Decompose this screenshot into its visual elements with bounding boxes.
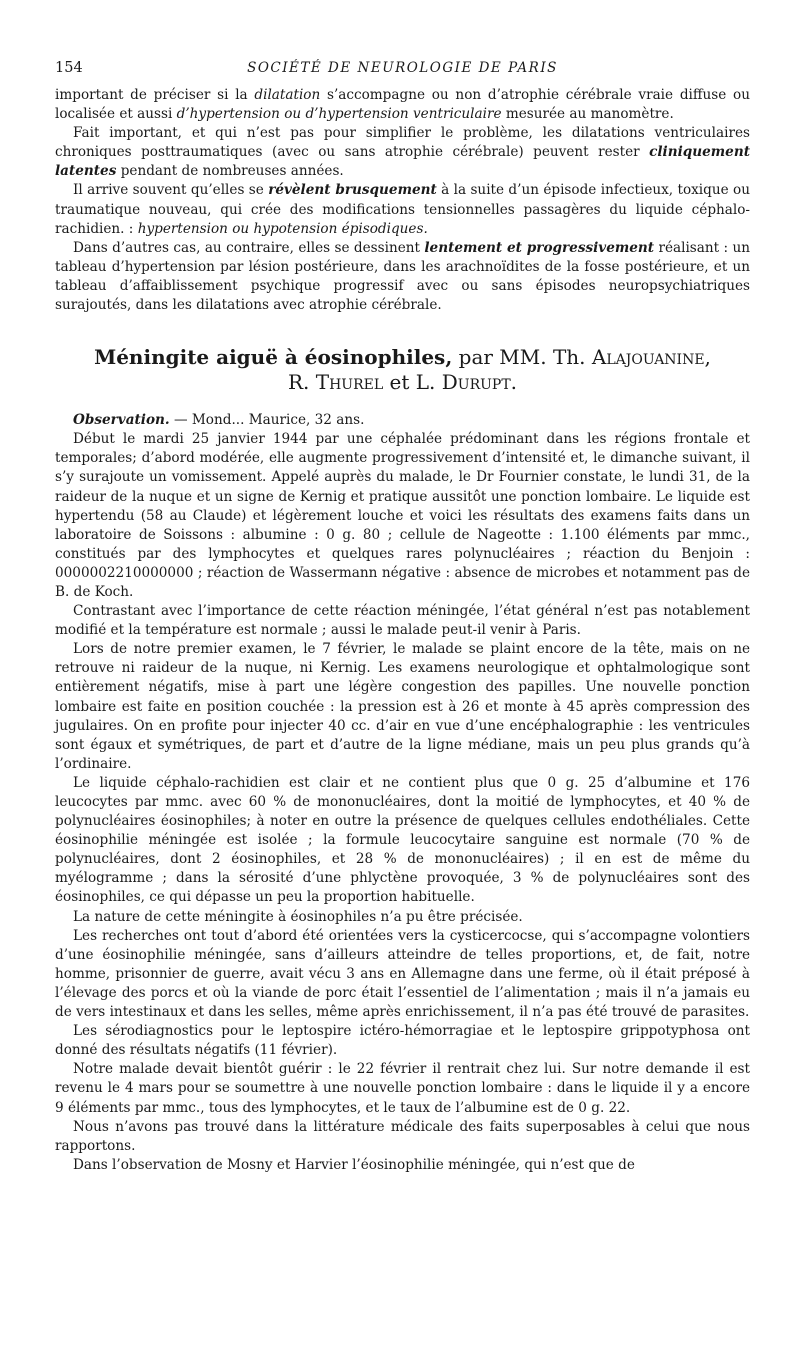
article-title: [55, 345, 750, 395]
page-number: 154: [55, 60, 83, 76]
paragraph: Lors de notre premier examen, le 7 février, le malade se plaint encore de la tête, mais on ne retrouve ni raideur de la nuque, ni Kernig. Les examens neurologique et ophtalmologique sont entièrement négatifs, mise à part une légère congestion des papilles. Une nouvelle ponction lombaire est faite en position couchée : la pression est à 26 et monte à 45 après compression des jugulaires. On en profite pour injecter 40 cc. d’air en vue d’une encéphalographie : les ventricules sont égaux et symétriques, de part et d’autre de la ligne médiane, mais un peu plus grands qu’à l’ordinaire.: [55, 641, 750, 772]
paragraph: Les sérodiagnostics pour le leptospire ictéro-hémorragiae et le leptospire grippotyphosa ont donné des résultats négatifs (11 février).: [55, 1023, 750, 1059]
paragraph: Dans d’autres cas, au contraire, elles se dessinent lentement et progressivement réalisant : un tableau d’hypertension par lésion postérieure, dans les arachnoïdites de la fosse postérieure, et un tableau d’affaiblissement psychique progressif avec ou sans épisodes neuropsychiatriques surajoutés, dans les dilatations avec atrophie cérébrale.: [55, 239, 750, 314]
paragraph: Observation. — Mond... Maurice, 32 ans.: [73, 412, 365, 429]
observation-label: Observation.: [73, 412, 170, 429]
paragraph: Nous n’avons pas trouvé dans la littérature médicale des faits superposables à celui que nous rapportons.: [55, 1118, 750, 1154]
paragraph: Contrastant avec l’importance de cette réaction méningée, l’état général n’est pas notablement modifié et la température est normale ; aussi le malade peut-il venir à Paris.: [55, 603, 750, 639]
paragraph: La nature de cette méningite à éosinophiles n’a pu être précisée.: [73, 908, 523, 925]
paragraph: Le liquide céphalo-rachidien est clair et ne contient plus que 0 g. 25 d’albumine et 176 leucocytes par mmc. avec 60 % de mononucléaires, dont la moitié de lymphocytes, et 40 % de polynucléaires éosinophiles; à noter en outre la présence de quelques cellules endothéliales. Cette éosinophilie méningée est isolée ; la formule leucocytaire sanguine est normale (70 % de polynucléaires, dont 2 éosinophiles, et 28 % de mononucléaires) ; il en est de même du myélogramme ; dans la sérosité d’une phlyctène provoquée, 3 % de polynucléaires sont des éosinophiles, ce qui dépasse un peu la proportion habituelle.: [55, 774, 750, 906]
journal-page: [55, 60, 750, 1175]
observation-text: [55, 411, 750, 1175]
paragraph: Les recherches ont tout d’abord été orientées vers la cysticercocse, qui s’accompagne volontiers d’une éosinophilie méningée, sans d’ailleurs atteindre de telles proportions, et, de fait, notre homme, prisonnier de guerre, avait vécu 3 ans en Allemagne dans une ferme, où il était préposé à l’élevage des porcs et où la viande de porc était l’essentiel de l’alimentation ; mais il n’a jamais eu de vers intestinaux et dans les selles, même après enrichissement, il n’a pas été trouvé de parasites.: [55, 927, 750, 1021]
title-line-2: R. Thurel et L. Durupt.: [287, 370, 518, 395]
title-line-1: Méningite aiguë à éosinophiles, par MM. Th. Alajouanine,: [94, 345, 711, 370]
paragraph: Début le mardi 25 janvier 1944 par une céphalée prédominant dans les régions frontale et temporales; d’abord modérée, elle augmente progressivement d’intensité et, le dimanche suivant, il s’y surajoute un vomissement. Appelé auprès du malade, le Dr Fournier constate, le lundi 31, de la raideur de la nuque et un signe de Kernig et pratique aussitôt une ponction lombaire. Le liquide est hypertendu (58 au Claude) et légèrement louche et voici les résultats des examens faits dans un laboratoire de Soissons : albumine : 0 g. 80 ; cellule de Nageotte : 1.100 éléments par mmc., constitués par des lymphocytes et quelques rares polynucléaires ; réaction du Benjoin : 0000002210000000 ; réaction de Wassermann négative : absence de microbes et notamment pas de B. de Koch.: [55, 431, 750, 600]
paragraph: Fait important, et qui n’est pas pour simplifier le problème, les dilatations ventriculaires chroniques posttraumatiques (avec ou sans atrophie cérébrale) peuvent rester cliniquement latentes pendant de nombreuses années.: [55, 125, 750, 180]
paragraph: Il arrive souvent qu’elles se révèlent brusquement à la suite d’un épisode infectieux, toxique ou traumatique nouveau, qui crée des modifications tensionnelles passagères du liquide céphalo-rachidien. : hypertension ou hypotension épisodiques.: [55, 182, 750, 237]
running-title: SOCIÉTÉ DE NEUROLOGIE DE PARIS: [247, 60, 558, 76]
paragraph: Dans l’observation de Mosny et Harvier l’éosinophilie méningée, qui n’est que de: [73, 1156, 635, 1173]
section-one-text: [55, 86, 750, 315]
paragraph: Notre malade devait bientôt guérir : le 22 février il rentrait chez lui. Sur notre demande il est revenu le 4 mars pour se soumettre à une nouvelle ponction lombaire : dans le liquide il y a encore 9 éléments par mmc., tous des lymphocytes, et le taux de l’albumine est de 0 g. 22.: [55, 1061, 750, 1116]
paragraph: important de préciser si la dilatation s’accompagne ou non d’atrophie cérébrale vraie diffuse ou localisée et aussi d’hypertension ou d’hypertension ventriculaire mesurée au manomètre.: [55, 87, 750, 123]
running-header: [55, 60, 750, 86]
